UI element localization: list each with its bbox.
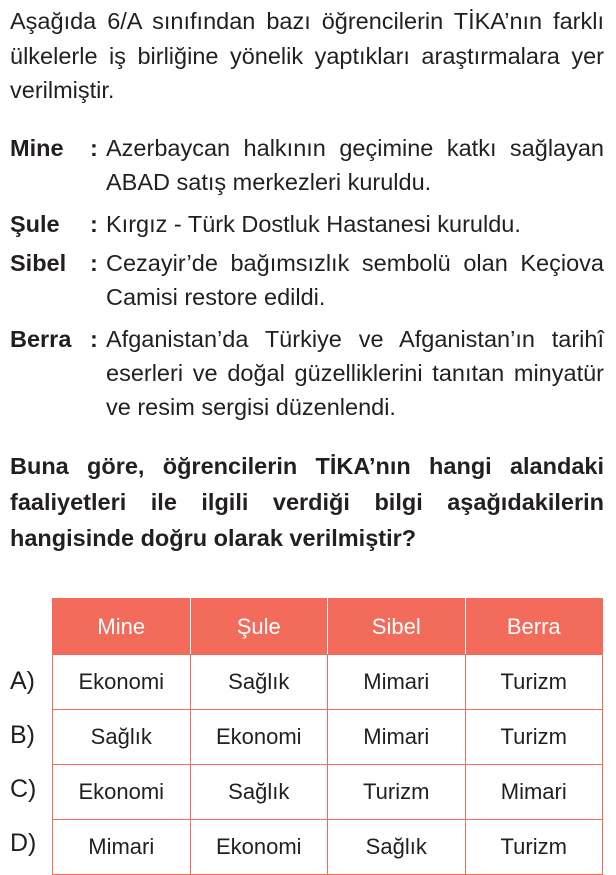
entry-name: Sibel [10, 250, 67, 276]
table-cell: Sağlık [53, 710, 191, 765]
table-cell: Sağlık [190, 765, 328, 820]
table-row[interactable] [53, 820, 603, 875]
header-berra: Berra [465, 599, 603, 655]
option-c-label[interactable]: C) [10, 775, 37, 803]
question-text: Buna göre, öğrencilerin TİKA’nın hangi alandaki faaliyetleri ile ilgili verdiği bilgi aşağıdakilerin hangisinde doğru olarak verilmiştir? [10, 453, 604, 551]
table-cell: Turizm [465, 655, 603, 710]
option-a-label[interactable]: A) [10, 667, 35, 695]
header-sule: Şule [190, 599, 328, 655]
table-cell: Ekonomi [53, 655, 191, 710]
table-cell: Ekonomi [53, 765, 191, 820]
table-row[interactable] [53, 710, 603, 765]
table-cell: Turizm [465, 820, 603, 875]
entry-text: Cezayir’de bağımsızlık sembolü olan Keçiova Camisi restore edildi. [106, 250, 604, 310]
option-d-label[interactable]: D) [10, 829, 37, 857]
table-row[interactable] [53, 765, 603, 820]
table-cell: Turizm [328, 765, 466, 820]
entry-text: Kırgız - Türk Dostluk Hastanesi kuruldu. [106, 211, 521, 237]
entry-text: Afganistan’da Türkiye ve Afganistan’ın tarihî eserleri ve doğal güzelliklerini tanıtan minyatür ve resim sergisi düzenlendi. [106, 326, 604, 420]
table-cell: Mimari [328, 710, 466, 765]
header-mine: Mine [53, 599, 191, 655]
entry-text: Azerbaycan halkının geçimine katkı sağlayan ABAD satış merkezleri kuruldu. [106, 135, 604, 195]
entry-colon: : [90, 250, 98, 276]
header-sibel: Sibel [328, 599, 466, 655]
table-cell: Mimari [328, 655, 466, 710]
entry-name: Berra [10, 326, 72, 352]
option-b-label[interactable]: B) [10, 721, 35, 749]
entry-colon: : [90, 326, 98, 352]
entry-colon: : [90, 211, 98, 237]
table-header-row [53, 599, 603, 655]
intro-paragraph: Aşağıda 6/A sınıfından bazı öğrencilerin TİKA’nın farklı ülkelerle iş birliğine yönelik yaptıkları araştırmalara yer verilmiştir. [10, 8, 604, 103]
entry-mine [10, 131, 604, 199]
table-cell: Ekonomi [190, 710, 328, 765]
entry-sibel [10, 246, 604, 314]
table-cell: Sağlık [190, 655, 328, 710]
entry-name: Şule [10, 211, 60, 237]
answer-table [52, 598, 603, 875]
table-cell: Sağlık [328, 820, 466, 875]
entry-sule [10, 207, 604, 241]
entry-name: Mine [10, 135, 64, 161]
entry-berra [10, 322, 604, 424]
table-cell: Mimari [465, 765, 603, 820]
table-row[interactable] [53, 655, 603, 710]
entry-colon: : [90, 135, 98, 161]
table-cell: Mimari [53, 820, 191, 875]
table-cell: Ekonomi [190, 820, 328, 875]
table-cell: Turizm [465, 710, 603, 765]
